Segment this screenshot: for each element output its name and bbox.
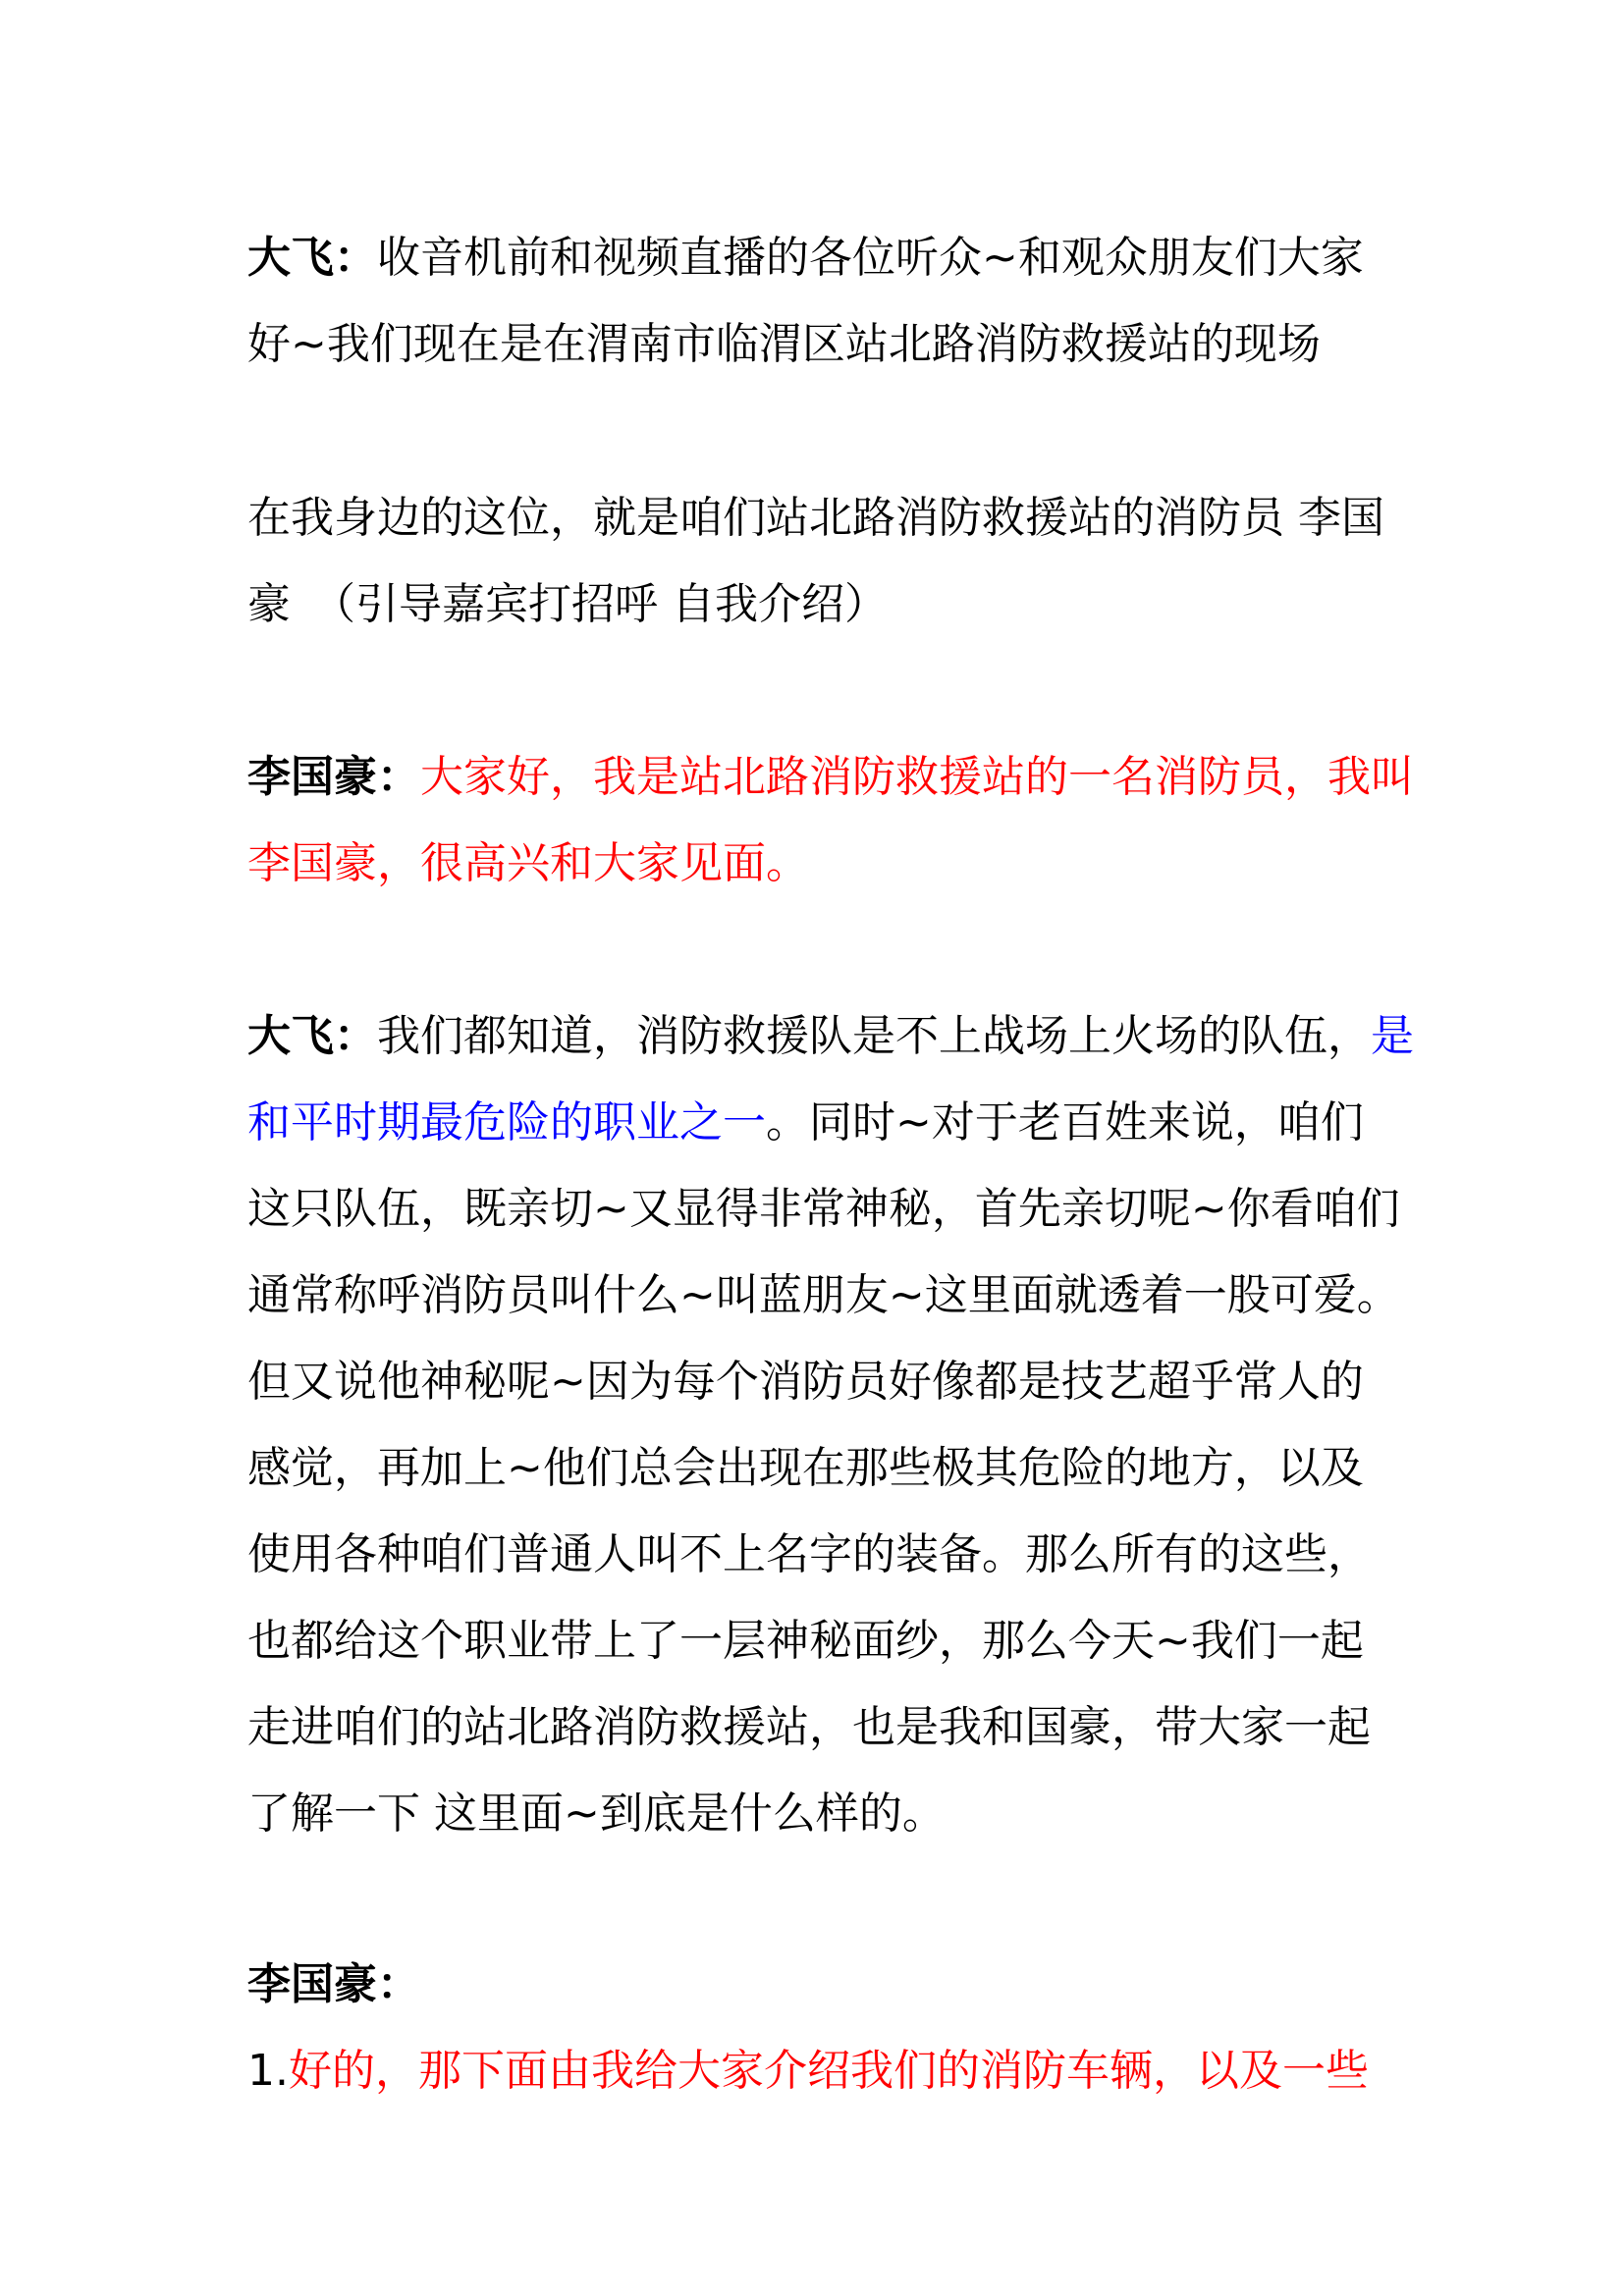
speech-text: 了解一下 这里面~到底是什么样的。 [247, 1789, 946, 1839]
line [247, 993, 1414, 1080]
speech-text: 感觉，再加上~他们总会出现在那些极其危险的地方，以及 [247, 1443, 1364, 1493]
speaker-label: 大飞： [247, 1011, 377, 1061]
paragraph-host-narration [247, 993, 1414, 1857]
speaker-label: 李国豪： [247, 1959, 420, 2009]
guest-speech-text: 好的，那下面由我给大家介绍我们的消防车辆，以及一些 [288, 2046, 1369, 2096]
speech-text: 也都给这个职业带上了一层神秘面纱，那么今天~我们一起 [247, 1616, 1364, 1666]
paragraph-guest-vehicles [247, 1942, 1406, 2114]
speech-text: 但又说他神秘呢~因为每个消防员好像都是技艺超乎常人的 [247, 1357, 1364, 1407]
speech-text: 。同时~对于老百姓来说，咱们 [766, 1097, 1364, 1148]
list-item [247, 2028, 1406, 2114]
line [247, 1080, 1406, 1166]
speech-text: 在我身边的这位，就是咱们站北路消防救援站的消防员 李国 [247, 493, 1384, 543]
speech-text: 走进咱们的站北路消防救援站，也是我和国豪，带大家一起 [247, 1702, 1371, 1752]
paragraph-guest-introduction [247, 475, 1406, 648]
speech-text: 使用各种咱们普通人叫不上名字的装备。那么所有的这些， [247, 1529, 1371, 1579]
item-number: 1. [247, 2046, 289, 2096]
speaker-label: 大飞： [247, 233, 377, 283]
speech-text: 这只队伍，既亲切~又显得非常神秘，首先亲切呢~你看咱们 [247, 1184, 1400, 1234]
guest-speech-text: 李国豪，很高兴和大家见面。 [247, 838, 809, 888]
highlight-text: 是 [1371, 1011, 1414, 1061]
speech-text: 我们都知道，消防救援队是不上战场上火场的队伍， [377, 1011, 1371, 1061]
line [247, 215, 1406, 301]
paragraph-host-intro [247, 215, 1406, 388]
paragraph-guest-greeting [247, 734, 1414, 907]
guest-speech-text: 大家好，我是站北路消防救援站的一名消防员，我叫 [420, 752, 1414, 802]
speaker-label: 李国豪： [247, 752, 420, 802]
speech-text: 好~我们现在是在渭南市临渭区站北路消防救援站的现场 [247, 319, 1321, 369]
speech-text: 收音机前和视频直播的各位听众~和观众朋友们大家 [377, 233, 1364, 283]
speech-text: 通常称呼消防员叫什么~叫蓝朋友~这里面就透着一股可爱。 [247, 1270, 1400, 1320]
highlight-text: 和平时期最危险的职业之一 [247, 1097, 766, 1148]
speech-text: 豪 （引导嘉宾打招呼 自我介绍） [247, 579, 888, 629]
line [247, 734, 1414, 821]
